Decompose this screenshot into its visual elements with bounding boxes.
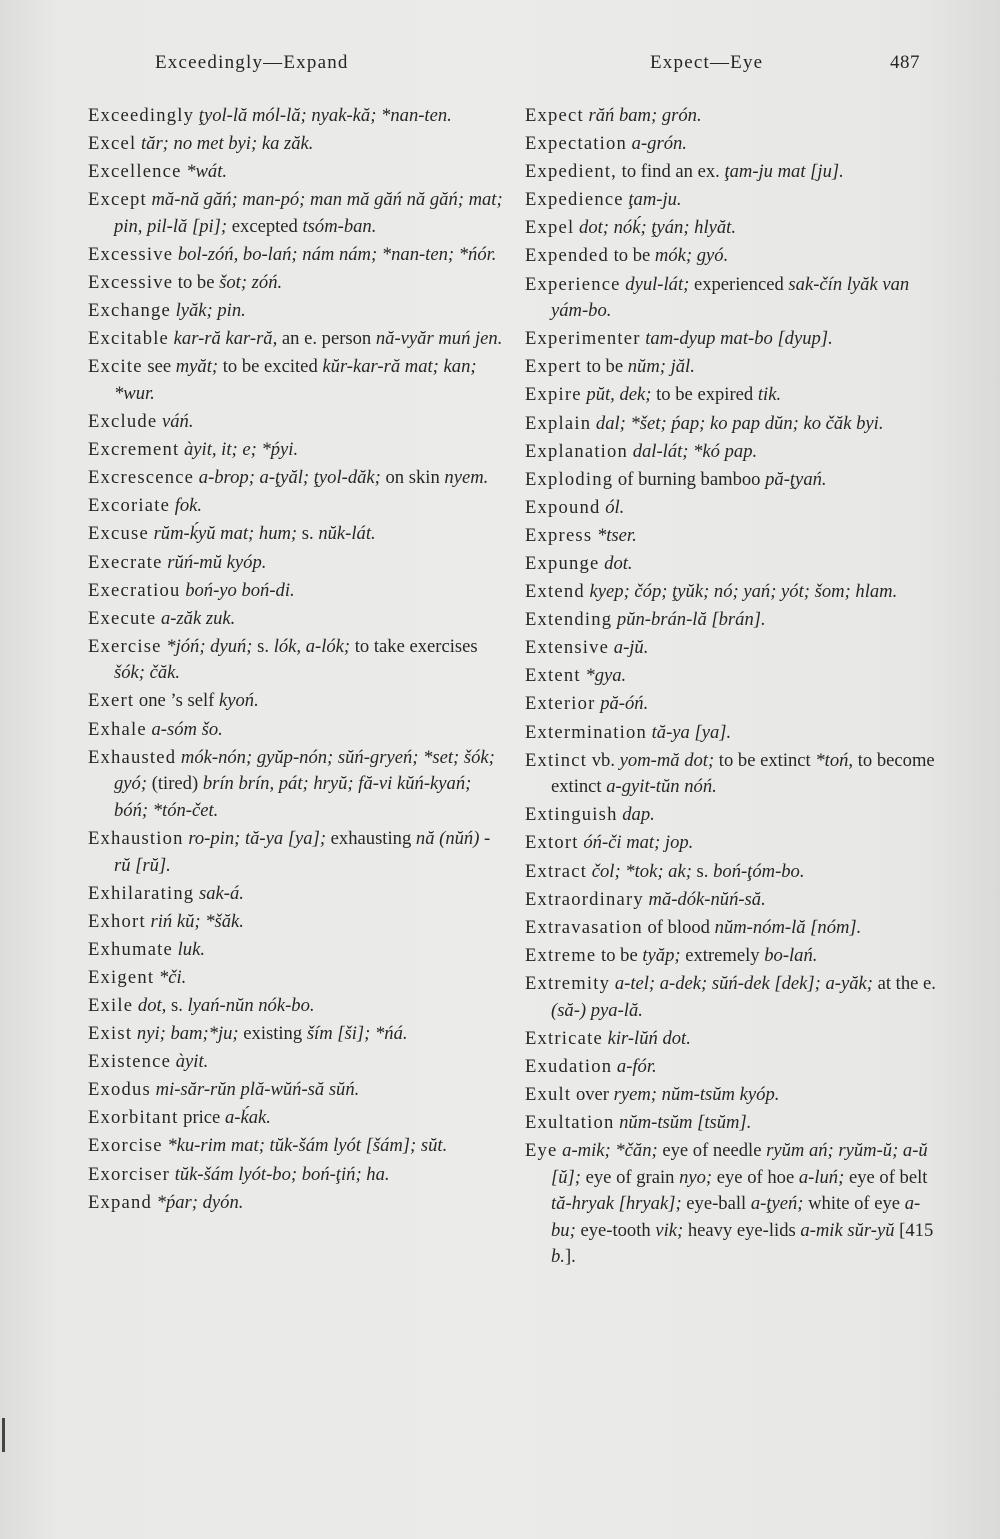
dictionary-entry bbox=[88, 242, 506, 269]
dictionary-entry bbox=[525, 467, 937, 494]
headword: Expert bbox=[525, 356, 582, 378]
headword: Expectation bbox=[525, 133, 628, 155]
definition: a-tel; a-dek; sŭń-dek [dek]; a-yăk; at the e. (să-) pya-lă. bbox=[551, 972, 936, 1021]
definition: of burning bamboo pă-ţyań. bbox=[613, 468, 827, 490]
header-right-guide-words: Expect—Eye bbox=[650, 52, 764, 73]
definition: mi-săr-rŭn plă-wŭń-să sŭń. bbox=[155, 1079, 360, 1101]
headword: Extreme bbox=[525, 944, 597, 966]
dictionary-entry bbox=[88, 354, 506, 407]
headword: Exclude bbox=[88, 411, 158, 433]
dictionary-entry bbox=[88, 688, 506, 715]
headword: Excellence bbox=[88, 161, 182, 183]
headword: Expound bbox=[525, 496, 601, 518]
definition: *tser. bbox=[596, 524, 637, 546]
headword: Exist bbox=[88, 1023, 133, 1045]
definition: to be nŭm; jăl. bbox=[581, 356, 695, 378]
headword: Expedience bbox=[525, 189, 624, 211]
definition: a-fór. bbox=[616, 1055, 657, 1077]
definition: *ku-rim mat; tŭk-šám lyót [šám]; sŭt. bbox=[167, 1135, 448, 1157]
dictionary-entry bbox=[525, 354, 937, 381]
headword: Experimenter bbox=[525, 328, 641, 350]
definition: kir-lŭń dot. bbox=[607, 1027, 691, 1049]
dictionary-entry bbox=[88, 1133, 506, 1160]
headword: Exorciser bbox=[88, 1163, 171, 1185]
dictionary-entry bbox=[88, 1021, 506, 1048]
dictionary-entry bbox=[88, 881, 506, 908]
headword: Expended bbox=[525, 245, 609, 267]
dictionary-entry bbox=[88, 1077, 506, 1104]
headword: Exorcise bbox=[88, 1135, 163, 1157]
dictionary-entry bbox=[88, 270, 506, 297]
headword: Eye bbox=[525, 1139, 558, 1161]
dictionary-entry bbox=[88, 409, 506, 436]
dictionary-entry bbox=[525, 523, 937, 550]
definition: vb. yom-mă dot; to be extinct *toń, to become extinct a-gyit-tŭn nóń. bbox=[551, 749, 935, 798]
dictionary-entry bbox=[525, 272, 937, 325]
definition: price a-ḱak. bbox=[178, 1107, 271, 1129]
dictionary-entry bbox=[88, 909, 506, 936]
dictionary-entry bbox=[525, 439, 937, 466]
definition: rŭm-ḱyŭ mat; hum; s. nŭk-lát. bbox=[153, 523, 376, 545]
definition: àyit. bbox=[175, 1051, 209, 1073]
definition: pă-óń. bbox=[600, 693, 649, 715]
definition: mă-nă găń; man-pó; man mă găń nă găń; mat; pin, pil-lă [pi]; excepted tsóm-ban. bbox=[114, 189, 503, 237]
dictionary-entry bbox=[525, 411, 937, 438]
dictionary-entry bbox=[525, 187, 937, 214]
dictionary-entry bbox=[88, 326, 506, 353]
definition: kyep; čóp; ţyŭk; nó; yań; yót; šom; hlam. bbox=[589, 581, 898, 603]
dictionary-entry bbox=[525, 915, 937, 942]
definition: tăr; no met byi; ka zăk. bbox=[140, 133, 314, 155]
definition: čol; *tok; ak; s. boń-ţóm-bo. bbox=[591, 860, 805, 882]
headword: Extort bbox=[525, 832, 579, 854]
dictionary-entry bbox=[88, 187, 506, 240]
definition: dyul-lát; experienced sak-čín lyăk van yám-bo. bbox=[551, 273, 910, 322]
definition: pŭn-brán-lă [brán]. bbox=[616, 609, 766, 631]
definition: dal-lát; *kó pap. bbox=[632, 440, 758, 462]
headword: Extract bbox=[525, 860, 588, 882]
definition: over ryem; nŭm-tsŭm kyóp. bbox=[571, 1083, 780, 1105]
definition: tŭk-šám lyót-bo; boń-ţiń; ha. bbox=[174, 1163, 390, 1185]
headword: Execrate bbox=[88, 551, 163, 573]
definition: a-zăk zuk. bbox=[160, 607, 236, 629]
definition: dot. bbox=[604, 553, 633, 574]
dictionary-entry bbox=[88, 745, 506, 825]
headword: Extinct bbox=[525, 749, 588, 771]
dictionary-entry bbox=[525, 607, 937, 634]
headword: Expunge bbox=[525, 553, 600, 574]
definition: ól. bbox=[605, 496, 625, 518]
definition: *ṕar; dyón. bbox=[156, 1191, 244, 1213]
definition: luk. bbox=[177, 938, 206, 960]
headword: Excessive bbox=[88, 272, 174, 294]
margin-mark bbox=[2, 1418, 5, 1452]
dictionary-entry bbox=[525, 159, 937, 186]
headword: Exodus bbox=[88, 1079, 151, 1101]
headword: Extend bbox=[525, 581, 585, 603]
dictionary-entry bbox=[525, 131, 937, 158]
dictionary-entry bbox=[88, 493, 506, 520]
headword: Exchange bbox=[88, 300, 171, 322]
headword: Expect bbox=[525, 105, 584, 126]
definition: ro-pin; tă-ya [ya]; exhausting nă (nŭń) -rŭ [rŭ]. bbox=[114, 827, 491, 876]
dictionary-entry bbox=[88, 465, 506, 492]
headword: Expand bbox=[88, 1191, 152, 1213]
headword: Excitable bbox=[88, 328, 170, 350]
dictionary-entry bbox=[525, 802, 937, 829]
dictionary-entry bbox=[88, 634, 506, 687]
dictionary-entry bbox=[88, 298, 506, 325]
dictionary-entry bbox=[525, 551, 937, 578]
dictionary-entry bbox=[88, 437, 506, 464]
headword: Extermination bbox=[525, 721, 647, 743]
headword: Exert bbox=[88, 690, 135, 712]
dictionary-entry bbox=[88, 993, 506, 1020]
headword: Exterior bbox=[525, 693, 596, 715]
headword: Exhilarating bbox=[88, 882, 195, 904]
dictionary-entry bbox=[525, 720, 937, 747]
definition: to find an ex. ţam-ju mat [ju]. bbox=[617, 161, 844, 183]
definition: dot; nóḱ; ţyán; hlyăt. bbox=[579, 217, 736, 239]
definition: a-brop; a-ţyăl; ţyol-dăk; on skin nyem. bbox=[198, 467, 489, 489]
dictionary-entry bbox=[88, 1190, 506, 1217]
dictionary-entry bbox=[525, 495, 937, 522]
definition: lyăk; pin. bbox=[175, 300, 246, 322]
headword: Extremity bbox=[525, 972, 611, 994]
header-left-guide-words: Exceedingly—Expand bbox=[155, 52, 349, 73]
running-header bbox=[0, 52, 1000, 82]
dictionary-entry bbox=[88, 606, 506, 633]
headword: Expel bbox=[525, 217, 575, 239]
headword: Exercise bbox=[88, 635, 162, 657]
definition: *jóń; dyuń; s. lók, a-lók; to take exercises šók; čăk. bbox=[114, 635, 478, 684]
dictionary-entry bbox=[525, 887, 937, 914]
definition: àyit, it; e; *ṕyi. bbox=[184, 439, 299, 461]
definition: to be šot; zóń. bbox=[173, 272, 283, 294]
dictionary-entry bbox=[88, 103, 506, 130]
definition: bol-zóń, bo-lań; nám nám; *nan-ten; *ńór. bbox=[177, 243, 497, 265]
definition: mă-dók-nŭń-să. bbox=[648, 888, 766, 910]
definition: dot, s. lyań-nŭn nók-bo. bbox=[137, 995, 315, 1016]
headword: Extinguish bbox=[525, 804, 618, 826]
definition: rŭń-mŭ kyóp. bbox=[167, 551, 267, 573]
headword: Explain bbox=[525, 412, 592, 434]
dictionary-entry bbox=[88, 1162, 506, 1189]
headword: Express bbox=[525, 524, 593, 546]
definition: dal; *šet; ṕap; ko pap dŭn; ko čăk byi. bbox=[595, 412, 884, 434]
headword: Exult bbox=[525, 1083, 572, 1105]
dictionary-entry bbox=[525, 103, 937, 130]
headword: Expire bbox=[525, 384, 582, 406]
headword: Except bbox=[88, 189, 147, 211]
headword: Excoriate bbox=[88, 495, 171, 517]
headword: Execute bbox=[88, 607, 157, 629]
dictionary-entry bbox=[525, 748, 937, 801]
headword: Expedient, bbox=[525, 161, 618, 183]
definition: fok. bbox=[174, 495, 203, 517]
definition: of blood nŭm-nóm-lă [nóm]. bbox=[642, 916, 862, 938]
headword: Existence bbox=[88, 1051, 172, 1073]
dictionary-entry bbox=[525, 1110, 937, 1137]
definition: *či. bbox=[158, 966, 187, 988]
headword: Excel bbox=[88, 133, 137, 155]
dictionary-entry bbox=[525, 326, 937, 353]
headword: Exhaustion bbox=[88, 827, 184, 849]
dictionary-entry bbox=[525, 691, 937, 718]
definition: a-grón. bbox=[631, 133, 687, 155]
dictionary-entry bbox=[525, 215, 937, 242]
headword: Excessive bbox=[88, 243, 174, 265]
headword: Explanation bbox=[525, 440, 629, 462]
definition: tă-ya [ya]. bbox=[651, 721, 732, 743]
definition: *wát. bbox=[186, 161, 228, 183]
definition: nŭm-tsŭm [tsŭm]. bbox=[619, 1111, 752, 1133]
dictionary-entry bbox=[88, 965, 506, 992]
dictionary-entry bbox=[525, 635, 937, 662]
dictionary-entry bbox=[525, 830, 937, 857]
dictionary-entry bbox=[88, 159, 506, 186]
dictionary-entry bbox=[88, 826, 506, 879]
definition: see myăt; to be excited kŭr-kar-ră mat; kan; *wur. bbox=[114, 356, 477, 404]
definition: a-mik; *čăn; eye of needle ryŭm ań; ryŭm-ŭ; a-ŭ [ŭ]; eye of grain nyo; eye of hoe a-luń; eye of belt tă-hryak [hryak]; eye-ball a-ţyeń; white of eye a-bu; eye-tooth vik; heavy eye-lids a-mik sŭr-yŭ [415 b.]. bbox=[551, 1139, 934, 1268]
headword: Excite bbox=[88, 356, 143, 378]
dictionary-entry bbox=[525, 1082, 937, 1109]
dictionary-entry bbox=[525, 1138, 937, 1271]
headword: Extensive bbox=[525, 637, 610, 659]
headword: Exploding bbox=[525, 468, 614, 490]
definition: tam-dyup mat-bo [dyup]. bbox=[645, 328, 833, 350]
dictionary-entry bbox=[525, 663, 937, 690]
definition: pŭt, dek; to be expired tik. bbox=[586, 384, 782, 406]
dictionary-entry bbox=[525, 579, 937, 606]
headword: Excrement bbox=[88, 439, 180, 461]
headword: Exhausted bbox=[88, 746, 177, 768]
headword: Excrescence bbox=[88, 467, 195, 489]
headword: Exhumate bbox=[88, 938, 173, 960]
headword: Exhort bbox=[88, 910, 146, 932]
dictionary-entry bbox=[525, 943, 937, 970]
dictionary-entry bbox=[525, 859, 937, 886]
definition: răń bam; grón. bbox=[588, 105, 702, 126]
dictionary-entry bbox=[88, 550, 506, 577]
headword: Exhale bbox=[88, 718, 147, 740]
headword: Extraordinary bbox=[525, 888, 644, 910]
definition: one ’s self kyoń. bbox=[134, 690, 259, 712]
headword: Extent bbox=[525, 665, 581, 687]
headword: Exile bbox=[88, 995, 134, 1016]
definition: *gya. bbox=[585, 665, 627, 687]
definition: to be tyăp; extremely bo-lań. bbox=[596, 944, 818, 966]
definition: mók-nón; gyŭp-nón; sŭń-gryeń; *set; šók; gyó; (tired) brín brín, pát; hryŭ; fă-vi kŭń-kyań; bóń; *tón-čet. bbox=[114, 746, 495, 821]
dictionary-entry bbox=[88, 717, 506, 744]
definition: váń. bbox=[161, 411, 194, 433]
definition: a-jŭ. bbox=[613, 637, 649, 659]
dictionary-entry bbox=[525, 243, 937, 270]
page-number: 487 bbox=[890, 52, 920, 73]
definition: kar-ră kar-ră, an e. person nă-vyăr muń jen. bbox=[173, 328, 503, 350]
headword: Exorbitant bbox=[88, 1107, 179, 1129]
headword: Excuse bbox=[88, 523, 149, 545]
headword: Exceedingly bbox=[88, 105, 195, 126]
right-column bbox=[525, 103, 937, 1272]
dictionary-entry bbox=[525, 971, 937, 1024]
dictionary-entry bbox=[525, 1054, 937, 1081]
definition: ţam-ju. bbox=[628, 189, 682, 211]
headword: Execratiou bbox=[88, 579, 181, 601]
dictionary-entry bbox=[88, 1049, 506, 1076]
dictionary-entry bbox=[88, 131, 506, 158]
headword: Exigent bbox=[88, 966, 155, 988]
left-column bbox=[88, 103, 506, 1218]
headword: Extricate bbox=[525, 1027, 603, 1049]
headword: Exudation bbox=[525, 1055, 613, 1077]
dictionary-entry bbox=[525, 382, 937, 409]
definition: dap. bbox=[622, 804, 655, 826]
headword: Experience bbox=[525, 273, 621, 295]
dictionary-entry bbox=[88, 521, 506, 548]
definition: óń-či mat; jop. bbox=[583, 832, 694, 854]
definition: sak-á. bbox=[198, 882, 244, 904]
dictionary-entry bbox=[525, 1026, 937, 1053]
headword: Extravasation bbox=[525, 916, 643, 938]
dictionary-entry bbox=[88, 1105, 506, 1132]
definition: to be mók; gyó. bbox=[608, 245, 729, 267]
definition: riń kŭ; *šăk. bbox=[150, 910, 244, 932]
dictionary-entry bbox=[88, 937, 506, 964]
definition: nyi; bam;*ju; existing ším [ši]; *ńá. bbox=[136, 1023, 408, 1045]
definition: ţyol-lă mól-lă; nyak-kă; *nan-ten. bbox=[198, 105, 452, 126]
definition: a-sóm šo. bbox=[151, 718, 223, 740]
headword: Extending bbox=[525, 609, 613, 631]
dictionary-entry bbox=[88, 578, 506, 605]
headword: Exultation bbox=[525, 1111, 615, 1133]
definition: boń-yo boń-di. bbox=[185, 579, 295, 601]
